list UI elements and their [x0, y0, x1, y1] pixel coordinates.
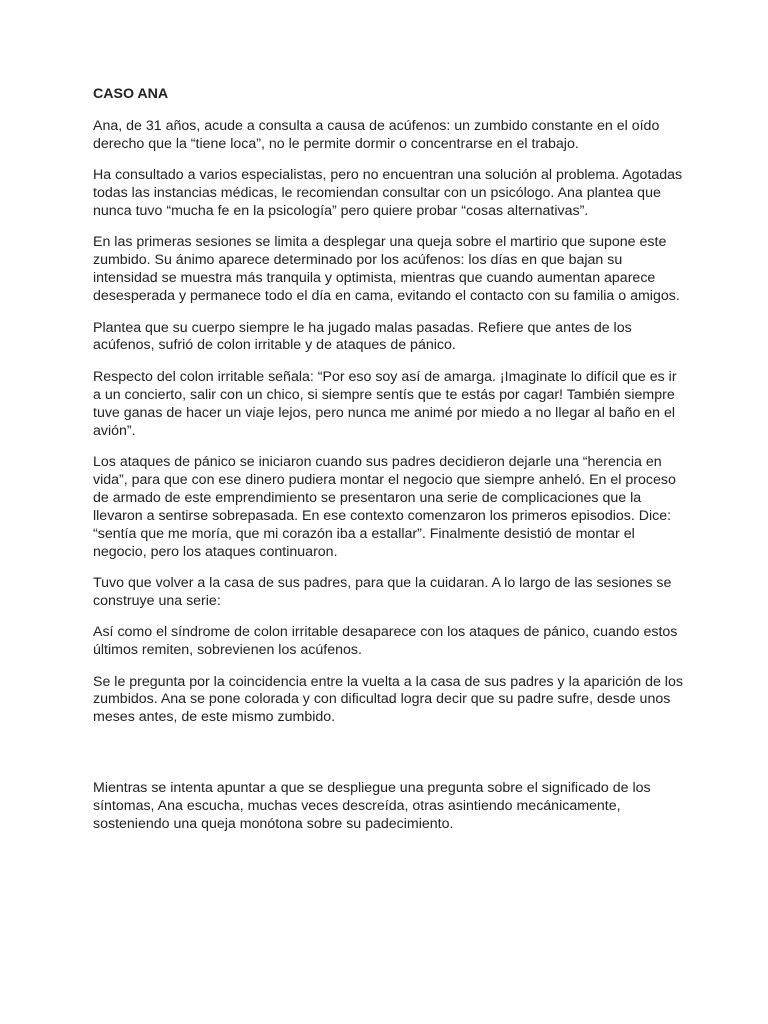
paragraph-1: Ana, de 31 años, acude a consulta a causa de acúfenos: un zumbido constante en el oído derecho que la “tiene loca”, no le permite dormir o concentrarse en el trabajo.: [93, 117, 660, 152]
paragraph-8: Así como el síndrome de colon irritable desaparece con los ataques de pánico, cuando estos últimos remiten, sobrevienen los acúfenos.: [93, 624, 678, 659]
paragraph-6: Los ataques de pánico se iniciaron cuando sus padres decidieron dejarle una “herencia en vida”, para que con ese dinero pudiera montar el negocio que siempre anheló. En el proceso de armado de este emprendimiento se presentaron una serie de complicaciones que la llevaron a sentirse sobrepasada. En ese contexto comenzaron los primeros episodios. Dice: “sentía que me moría, que mi corazón iba a estallar”. Finalmente desistió de montar el negocio, pero los ataques continuaron.: [93, 454, 676, 560]
blank-space: [93, 741, 683, 780]
paragraph-4: Plantea que su cuerpo siempre le ha jugado malas pasadas. Refiere que antes de los acúfenos, sufrió de colon irritable y de ataques de pánico.: [93, 319, 632, 354]
paragraph-7: Tuvo que volver a la casa de sus padres, para que la cuidaran. A lo largo de las sesiones se construye una serie:: [93, 574, 672, 609]
paragraph-3: En las primeras sesiones se limita a desplegar una queja sobre el martirio que supone este zumbido. Su ánimo aparece determinado por los acúfenos: los días en que bajan su intensidad se muestra más tranquila y optimista, mientras que cuando aumentan aparece desesperada y permanece todo el día en cama, evitando el contacto con su familia o amigos.: [93, 234, 680, 305]
document-page: [93, 86, 683, 847]
document-title: CASO ANA: [93, 86, 169, 102]
paragraph-10: Mientras se intenta apuntar a que se despliegue una pregunta sobre el significado de los síntomas, Ana escucha, muchas veces descreída, otras asintiendo mecánicamente, sosteniendo una queja monótona sobre su padecimiento.: [93, 779, 651, 832]
paragraph-2: Ha consultado a varios especialistas, pero no encuentran una solución al problema. Agotadas todas las instancias médicas, le recomiendan consultar con un psicólogo. Ana plantea que nunca tuvo “mucha fe en la psicología” pero quiere probar “cosas alternativas”.: [93, 167, 683, 220]
paragraph-9: Se le pregunta por la coincidencia entre la vuelta a la casa de sus padres y la aparición de los zumbidos. Ana se pone colorada y con dificultad logra decir que su padre sufre, desde unos meses antes, de este mismo zumbido.: [93, 673, 683, 726]
paragraph-5: Respecto del colon irritable señala: “Por eso soy así de amarga. ¡Imaginate lo difícil que es ir a un concierto, salir con un chico, si siempre sentís que te estás por cagar! También siempre tuve ganas de hacer un viaje lejos, pero nunca me animé por miedo a no llegar al baño en el avión”.: [93, 368, 677, 439]
